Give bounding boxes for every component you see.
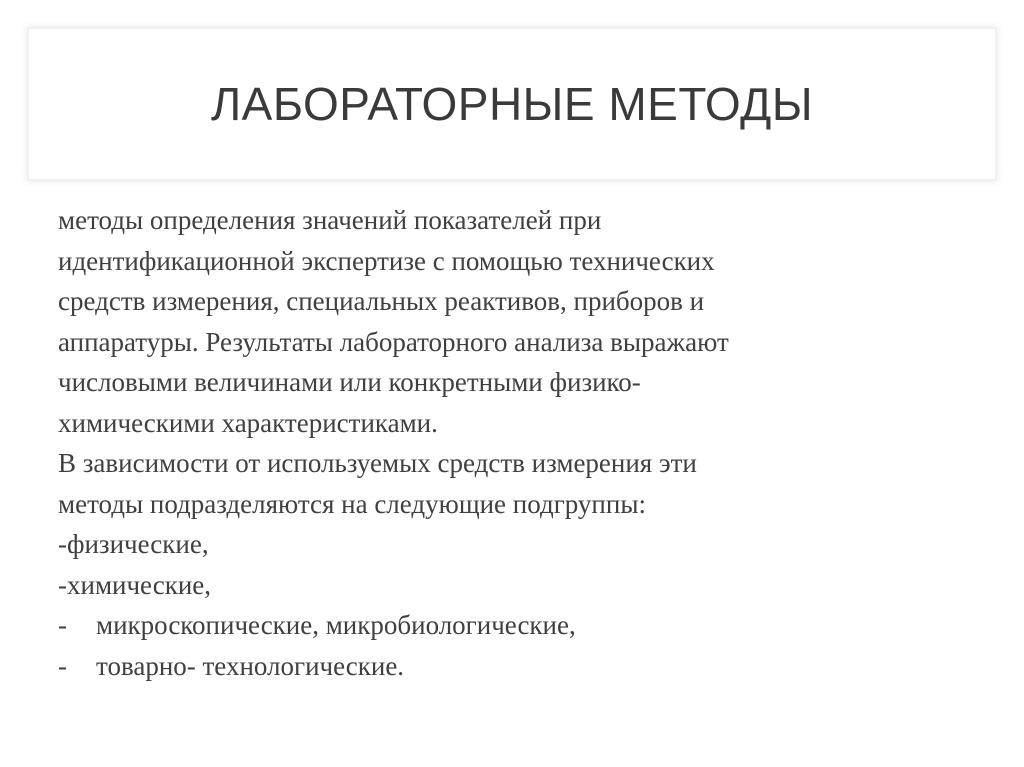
body-line: В зависимости от используемых средств измерения эти: [58, 448, 697, 478]
bullet-text: товарно- технологические.: [96, 650, 405, 681]
body-line: идентификационной экспертизе с помощью технических: [58, 245, 715, 276]
bullet-text: микроскопические, микробиологические,: [96, 610, 576, 640]
body-line: методы определения значений показателей при: [58, 205, 602, 235]
body-line: методы подразделяются на следующие подгруппы:: [58, 488, 646, 519]
body-line: средств измерения, специальных реактивов, приборов и: [58, 286, 705, 316]
body-line: аппаратуры. Результаты лабораторного анализа выражают: [58, 326, 729, 357]
list-item-chemical: -химические,: [58, 569, 211, 600]
list-item-physical: -физические,: [58, 529, 209, 559]
slide-title: ЛАБОРАТОРНЫЕ МЕТОДЫ: [210, 78, 814, 130]
bullet-dash: -: [58, 650, 67, 681]
slide-body: [58, 200, 958, 686]
list-item-technological: [58, 646, 958, 687]
list-item-microscopic: [58, 605, 958, 646]
title-box: [28, 28, 996, 180]
body-line: химическими характеристиками.: [58, 407, 438, 438]
bullet-dash: -: [58, 610, 67, 640]
body-line: числовыми величинами или конкретными физико-: [58, 367, 641, 397]
